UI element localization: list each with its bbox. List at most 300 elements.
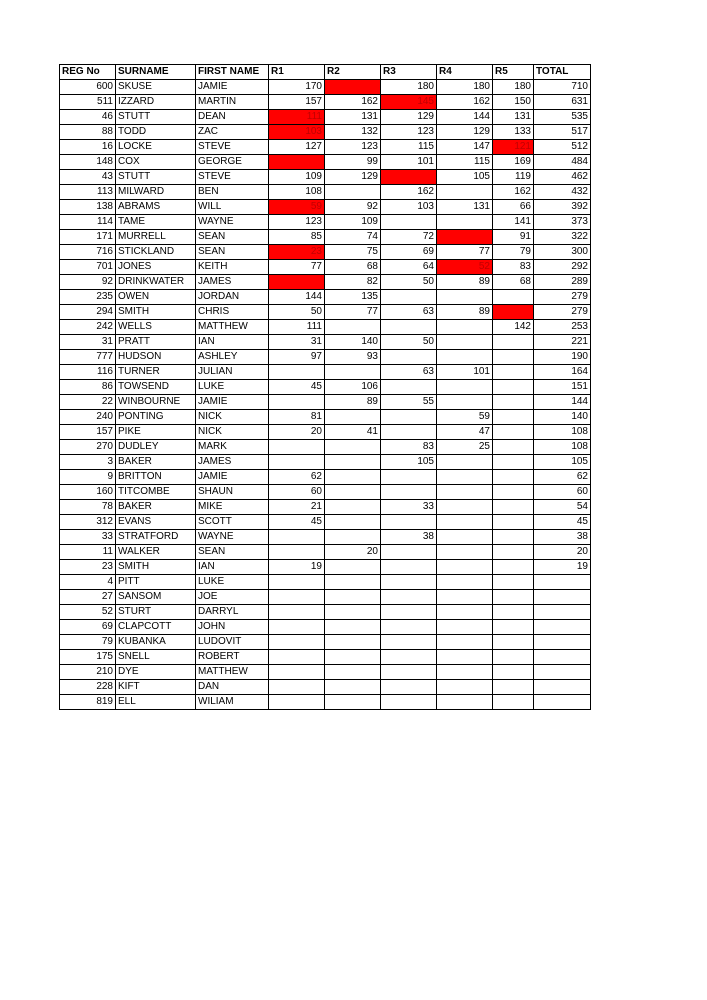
reg-no-cell: 113 [60,185,116,200]
round-2-score-cell [325,590,381,605]
reg-no-cell: 27 [60,590,116,605]
table-row [60,200,591,215]
reg-no-cell: 270 [60,440,116,455]
round-4-score-cell: 162 [437,95,493,110]
round-2-score-cell [325,530,381,545]
surname-cell: SNELL [116,650,196,665]
total-cell: 279 [534,290,591,305]
round-4-score-cell [437,395,493,410]
round-1-score-cell [269,275,325,290]
round-5-score-cell [493,620,534,635]
round-2-score-cell: 93 [325,350,381,365]
round-2-score-cell: 41 [325,425,381,440]
first-name-cell: STEVE [196,140,269,155]
round-2-score-cell: 140 [325,335,381,350]
round-2-score-cell: 75 [325,245,381,260]
round-1-score-cell [269,605,325,620]
first-name-cell: WILL [196,200,269,215]
round-4-score-cell: 147 [437,140,493,155]
round-1-score-cell: 144 [269,290,325,305]
round-2-score-cell: 82 [325,275,381,290]
round-4-score-cell: 77 [437,245,493,260]
surname-cell: STURT [116,605,196,620]
reg-no-cell: 294 [60,305,116,320]
round-4-score-cell [437,605,493,620]
round-3-score-cell [381,290,437,305]
table-row [60,680,591,695]
table-row [60,590,591,605]
round-3-score-cell: 50 [381,335,437,350]
round-3-score-cell [381,680,437,695]
first-name-cell: SEAN [196,230,269,245]
first-name-cell: MIKE [196,500,269,515]
round-5-score-cell [493,350,534,365]
total-cell: 373 [534,215,591,230]
surname-cell: ELL [116,695,196,710]
reg-no-cell: 11 [60,545,116,560]
round-4-score-cell [437,335,493,350]
round-1-score-cell: 45 [269,380,325,395]
first-name-cell: ASHLEY [196,350,269,365]
total-cell: 432 [534,185,591,200]
reg-no-cell: 228 [60,680,116,695]
reg-no-cell: 23 [60,560,116,575]
round-3-score-cell: 63 [381,365,437,380]
surname-cell: MURRELL [116,230,196,245]
table-row [60,245,591,260]
round-4-score-cell [437,485,493,500]
round-5-score-cell [493,380,534,395]
first-name-cell: LUDOVIT [196,635,269,650]
table-row [60,275,591,290]
col-header-first-name: FIRST NAME [196,65,269,80]
round-5-score-cell [493,440,534,455]
surname-cell: BAKER [116,455,196,470]
table-row [60,530,591,545]
table-row [60,110,591,125]
surname-cell: SANSOM [116,590,196,605]
round-2-score-cell [325,440,381,455]
round-1-score-cell: 77 [269,260,325,275]
round-3-score-cell: 103 [381,200,437,215]
first-name-cell: MATTHEW [196,320,269,335]
col-header-r1: R1 [269,65,325,80]
round-3-score-cell: 123 [381,125,437,140]
table-row [60,470,591,485]
round-1-score-cell: 31 [269,335,325,350]
first-name-cell: WAYNE [196,530,269,545]
round-3-score-cell [381,695,437,710]
round-2-score-cell: 74 [325,230,381,245]
surname-cell: WELLS [116,320,196,335]
first-name-cell: DEAN [196,110,269,125]
round-3-score-cell [381,620,437,635]
total-cell: 253 [534,320,591,335]
total-cell [534,695,591,710]
round-1-score-cell: 81 [269,410,325,425]
reg-no-cell: 16 [60,140,116,155]
round-4-score-cell [437,590,493,605]
round-5-score-cell: 79 [493,245,534,260]
reg-no-cell: 210 [60,665,116,680]
first-name-cell: ROBERT [196,650,269,665]
reg-no-cell: 511 [60,95,116,110]
round-3-score-cell [381,350,437,365]
round-4-score-cell [437,500,493,515]
first-name-cell: WAYNE [196,215,269,230]
round-1-score-cell: 109 [269,170,325,185]
round-3-score-cell [381,425,437,440]
reg-no-cell: 92 [60,275,116,290]
results-table [59,64,591,710]
surname-cell: BAKER [116,500,196,515]
round-5-score-cell [493,305,534,320]
round-3-score-cell: 129 [381,110,437,125]
reg-no-cell: 52 [60,605,116,620]
reg-no-cell: 22 [60,395,116,410]
round-4-score-cell [437,215,493,230]
round-4-score-cell [437,185,493,200]
round-2-score-cell [325,695,381,710]
round-1-score-cell: 170 [269,80,325,95]
round-5-score-cell [493,515,534,530]
round-3-score-cell [381,515,437,530]
total-cell: 517 [534,125,591,140]
surname-cell: KUBANKA [116,635,196,650]
surname-cell: PRATT [116,335,196,350]
first-name-cell: SCOTT [196,515,269,530]
round-1-score-cell: 85 [269,230,325,245]
first-name-cell: NICK [196,410,269,425]
table-row [60,395,591,410]
surname-cell: JONES [116,260,196,275]
round-5-score-cell: 131 [493,110,534,125]
surname-cell: DUDLEY [116,440,196,455]
reg-no-cell: 235 [60,290,116,305]
round-3-score-cell: 162 [381,185,437,200]
round-4-score-cell: 144 [437,110,493,125]
round-5-score-cell [493,545,534,560]
round-3-score-cell: 63 [381,305,437,320]
round-1-score-cell: 50 [269,305,325,320]
round-5-score-cell [493,695,534,710]
round-4-score-cell [437,515,493,530]
round-2-score-cell: 68 [325,260,381,275]
round-1-score-cell [269,665,325,680]
round-4-score-cell [437,455,493,470]
round-5-score-cell [493,395,534,410]
table-row [60,215,591,230]
first-name-cell: DARRYL [196,605,269,620]
surname-cell: STUTT [116,110,196,125]
first-name-cell: LUKE [196,575,269,590]
round-1-score-cell: 123 [269,215,325,230]
total-cell: 19 [534,560,591,575]
col-header-r2: R2 [325,65,381,80]
round-1-score-cell [269,440,325,455]
reg-no-cell: 3 [60,455,116,470]
round-5-score-cell [493,290,534,305]
round-1-score-cell [269,590,325,605]
round-4-score-cell [437,560,493,575]
total-cell: 20 [534,545,591,560]
round-1-score-cell [269,650,325,665]
round-3-score-cell [381,575,437,590]
table-row [60,95,591,110]
first-name-cell: IAN [196,560,269,575]
reg-no-cell: 777 [60,350,116,365]
round-2-score-cell: 129 [325,170,381,185]
first-name-cell: WILIAM [196,695,269,710]
reg-no-cell: 46 [60,110,116,125]
round-5-score-cell: 169 [493,155,534,170]
round-4-score-cell: 59 [437,410,493,425]
round-4-score-cell: 129 [437,125,493,140]
surname-cell: STICKLAND [116,245,196,260]
round-4-score-cell [437,545,493,560]
table-row [60,500,591,515]
reg-no-cell: 240 [60,410,116,425]
reg-no-cell: 43 [60,170,116,185]
table-row [60,80,591,95]
total-cell: 108 [534,425,591,440]
surname-cell: SMITH [116,560,196,575]
round-2-score-cell [325,635,381,650]
first-name-cell: JAMIE [196,80,269,95]
surname-cell: CLAPCOTT [116,620,196,635]
round-4-score-cell [437,380,493,395]
round-3-score-cell [381,545,437,560]
round-5-score-cell [493,410,534,425]
table-row [60,560,591,575]
round-3-score-cell [381,635,437,650]
total-cell: 484 [534,155,591,170]
total-cell: 108 [534,440,591,455]
total-cell: 62 [534,470,591,485]
reg-no-cell: 31 [60,335,116,350]
table-row [60,425,591,440]
surname-cell: TITCOMBE [116,485,196,500]
table-row [60,170,591,185]
table-row [60,455,591,470]
reg-no-cell: 157 [60,425,116,440]
total-cell: 105 [534,455,591,470]
round-1-score-cell [269,395,325,410]
round-2-score-cell [325,455,381,470]
total-cell: 279 [534,305,591,320]
round-2-score-cell: 99 [325,155,381,170]
round-2-score-cell [325,365,381,380]
round-1-score-cell: 45 [269,515,325,530]
round-3-score-cell [381,665,437,680]
surname-cell: DRINKWATER [116,275,196,290]
reg-no-cell: 701 [60,260,116,275]
table-row [60,440,591,455]
surname-cell: LOCKE [116,140,196,155]
round-3-score-cell: 180 [381,80,437,95]
total-cell [534,635,591,650]
first-name-cell: JORDAN [196,290,269,305]
first-name-cell: SEAN [196,245,269,260]
table-row [60,290,591,305]
total-cell: 45 [534,515,591,530]
first-name-cell: STEVE [196,170,269,185]
surname-cell: SKUSE [116,80,196,95]
round-3-score-cell [381,380,437,395]
round-1-score-cell [269,365,325,380]
round-5-score-cell [493,605,534,620]
round-4-score-cell: 105 [437,170,493,185]
round-5-score-cell [493,635,534,650]
first-name-cell: KEITH [196,260,269,275]
round-3-score-cell [381,170,437,185]
first-name-cell: DAN [196,680,269,695]
round-1-score-cell [269,455,325,470]
reg-no-cell: 148 [60,155,116,170]
round-1-score-cell: 62 [269,470,325,485]
round-3-score-cell [381,410,437,425]
table-row [60,650,591,665]
round-1-score-cell [269,545,325,560]
round-2-score-cell [325,185,381,200]
round-5-score-cell: 180 [493,80,534,95]
round-1-score-cell: 111 [269,320,325,335]
round-1-score-cell [269,620,325,635]
table-row [60,335,591,350]
round-2-score-cell: 123 [325,140,381,155]
table-row [60,665,591,680]
round-2-score-cell [325,560,381,575]
table-row [60,320,591,335]
round-5-score-cell [493,365,534,380]
round-3-score-cell: 72 [381,230,437,245]
round-5-score-cell: 121 [493,140,534,155]
total-cell: 710 [534,80,591,95]
reg-no-cell: 138 [60,200,116,215]
surname-cell: SMITH [116,305,196,320]
table-row [60,125,591,140]
surname-cell: MILWARD [116,185,196,200]
surname-cell: HUDSON [116,350,196,365]
round-5-score-cell [493,485,534,500]
reg-no-cell: 79 [60,635,116,650]
round-5-score-cell: 91 [493,230,534,245]
round-2-score-cell [325,515,381,530]
round-4-score-cell [437,530,493,545]
table-row [60,695,591,710]
first-name-cell: IAN [196,335,269,350]
first-name-cell: GEORGE [196,155,269,170]
reg-no-cell: 9 [60,470,116,485]
round-4-score-cell: 115 [437,155,493,170]
surname-cell: ABRAMS [116,200,196,215]
surname-cell: WALKER [116,545,196,560]
table-row [60,635,591,650]
table-row [60,185,591,200]
round-2-score-cell: 92 [325,200,381,215]
round-2-score-cell [325,575,381,590]
round-2-score-cell [325,80,381,95]
surname-cell: TURNER [116,365,196,380]
round-4-score-cell [437,695,493,710]
round-2-score-cell [325,320,381,335]
round-2-score-cell [325,620,381,635]
table-row [60,380,591,395]
round-1-score-cell [269,155,325,170]
round-4-score-cell: 89 [437,305,493,320]
round-3-score-cell [381,470,437,485]
reg-no-cell: 33 [60,530,116,545]
total-cell: 190 [534,350,591,365]
total-cell: 140 [534,410,591,425]
col-header-r4: R4 [437,65,493,80]
total-cell: 221 [534,335,591,350]
total-cell: 512 [534,140,591,155]
round-3-score-cell: 50 [381,275,437,290]
round-1-score-cell: 19 [269,560,325,575]
reg-no-cell: 88 [60,125,116,140]
first-name-cell: LUKE [196,380,269,395]
reg-no-cell: 175 [60,650,116,665]
round-2-score-cell: 162 [325,95,381,110]
surname-cell: COX [116,155,196,170]
round-2-score-cell: 131 [325,110,381,125]
round-1-score-cell [269,575,325,590]
round-4-score-cell [437,320,493,335]
round-3-score-cell: 33 [381,500,437,515]
table-body [60,80,591,710]
first-name-cell: MATTHEW [196,665,269,680]
total-cell: 300 [534,245,591,260]
round-2-score-cell [325,605,381,620]
first-name-cell: JOHN [196,620,269,635]
round-2-score-cell [325,500,381,515]
round-1-score-cell: 111 [269,110,325,125]
round-4-score-cell [437,575,493,590]
table-row [60,260,591,275]
round-5-score-cell: 119 [493,170,534,185]
total-cell: 151 [534,380,591,395]
first-name-cell: NICK [196,425,269,440]
first-name-cell: ZAC [196,125,269,140]
round-5-score-cell [493,500,534,515]
round-1-score-cell: 97 [269,350,325,365]
round-3-score-cell: 64 [381,260,437,275]
round-5-score-cell: 162 [493,185,534,200]
round-2-score-cell: 109 [325,215,381,230]
table-row [60,140,591,155]
col-header-r5: R5 [493,65,534,80]
round-2-score-cell: 135 [325,290,381,305]
round-3-score-cell: 83 [381,440,437,455]
table-header [60,65,591,80]
round-2-score-cell [325,680,381,695]
round-3-score-cell: 38 [381,530,437,545]
round-1-score-cell [269,635,325,650]
round-1-score-cell: 20 [269,425,325,440]
round-3-score-cell [381,560,437,575]
table-row [60,485,591,500]
round-3-score-cell [381,650,437,665]
round-4-score-cell [437,665,493,680]
round-2-score-cell [325,665,381,680]
reg-no-cell: 160 [60,485,116,500]
table-row [60,605,591,620]
round-4-score-cell [437,350,493,365]
round-5-score-cell [493,470,534,485]
round-4-score-cell [437,470,493,485]
total-cell: 631 [534,95,591,110]
